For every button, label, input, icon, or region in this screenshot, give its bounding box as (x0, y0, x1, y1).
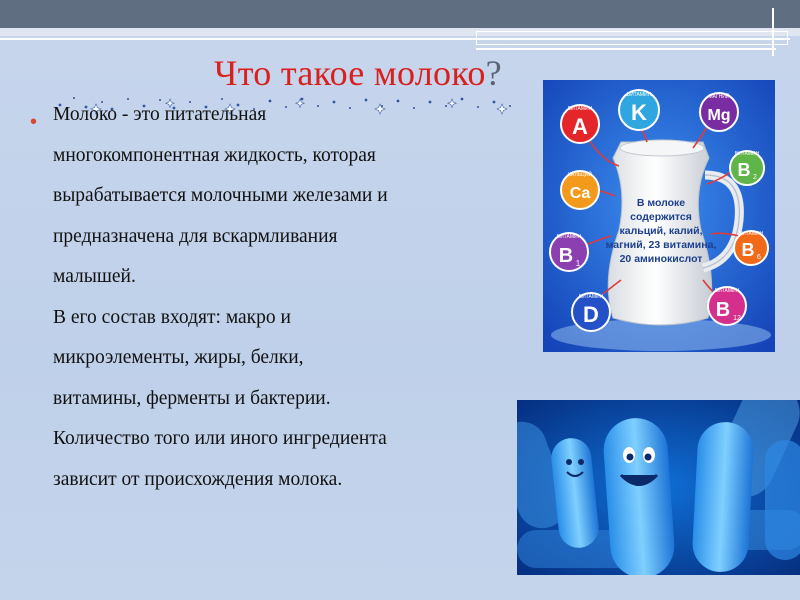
body-content (30, 95, 525, 500)
text-line: В его состав входят: макро и (53, 306, 291, 328)
body-paragraph (30, 95, 525, 500)
milk-vitamins-illustration (543, 80, 775, 352)
svg-text:K: K (631, 100, 647, 125)
vitamin-b1-badge (550, 233, 588, 271)
title-text: Что такое молоко (214, 53, 486, 93)
vitamin-k-badge (619, 90, 659, 130)
svg-text:Mg: Mg (707, 107, 731, 124)
decor-line (0, 38, 790, 40)
svg-text:ВИТАМИН: ВИТАМИН (578, 294, 604, 300)
vitamin-a-badge (561, 105, 599, 143)
text-line: витамины, ферменты и бактерии. (53, 387, 331, 409)
text-line: малышей. (53, 266, 136, 287)
jug-label-line: магний, 23 витамина, (605, 239, 717, 251)
svg-text:6: 6 (757, 254, 761, 261)
jug-label-line: В молоке (636, 197, 686, 209)
text-line: Количество того или иного ингредиента (53, 428, 387, 449)
svg-text:D: D (583, 302, 599, 327)
jug-label-line: 20 аминокислот (619, 253, 703, 265)
svg-text:2: 2 (753, 174, 757, 181)
bacteria-image (517, 400, 800, 575)
text-line: многокомпонентная жидкость, которая (53, 144, 376, 166)
vitamin-b6-badge (734, 231, 768, 265)
text-line: зависит от происхождения молока. (53, 468, 343, 490)
milk-vitamins-image (543, 80, 775, 352)
vitamin-b12-badge (708, 287, 746, 325)
svg-text:B: B (558, 245, 574, 267)
svg-text:ВИТАМИН: ВИТАМИН (626, 92, 652, 98)
svg-text:ВИТАМИН: ВИТАМИН (567, 106, 593, 112)
svg-text:B: B (737, 160, 751, 180)
svg-text:A: A (572, 114, 588, 139)
text-line: микроэлементы, жиры, белки, (53, 347, 304, 368)
text-line: предназначена для вскармливания (53, 225, 338, 247)
svg-text:ВИТАМИН: ВИТАМИН (734, 151, 760, 157)
jug-label-line: кальций, калий, (619, 225, 703, 237)
vitamin-d-badge (572, 293, 610, 331)
text-line: Молоко - это питательная (53, 104, 267, 125)
magnesium-badge (700, 92, 738, 131)
svg-text:12: 12 (733, 315, 741, 322)
bullet-marker: • (30, 111, 38, 133)
svg-text:1: 1 (575, 259, 581, 268)
svg-text:Ca: Ca (569, 185, 591, 202)
svg-text:МАГНИЙ: МАГНИЙ (708, 94, 730, 100)
slide-title (214, 52, 502, 94)
text-line: вырабатывается молочными железами и (53, 185, 388, 206)
cartoon-bacteria-illustration (517, 400, 800, 575)
vitamin-b2-badge (730, 151, 764, 185)
top-decor-bar (0, 0, 800, 28)
calcium-badge (561, 170, 599, 209)
decor-line (476, 48, 776, 50)
jug-label-line: содержится (630, 211, 692, 223)
title-question-mark: ? (485, 53, 502, 93)
svg-text:B: B (741, 240, 755, 260)
svg-text:КАЛЬЦИЙ: КАЛЬЦИЙ (568, 172, 592, 178)
svg-text:ВИТАМИН: ВИТАМИН (556, 234, 582, 240)
decor-line (772, 8, 774, 56)
svg-text:ВИТАМИН: ВИТАМИН (714, 288, 740, 294)
svg-text:B: B (715, 299, 731, 321)
svg-text:ВИТАМИН: ВИТАМИН (738, 231, 764, 237)
